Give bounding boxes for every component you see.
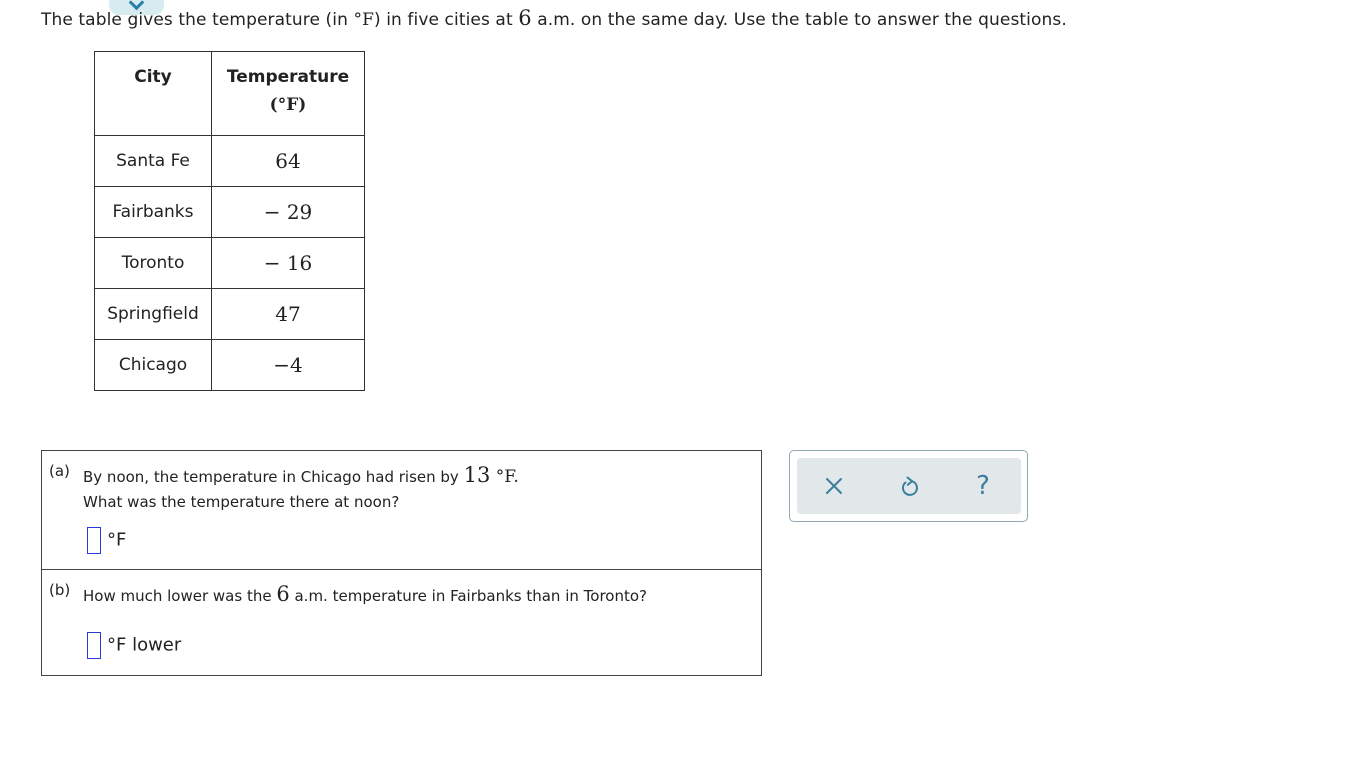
help-icon: ?	[976, 471, 990, 501]
header-temperature: Temperature (°F)	[212, 52, 365, 136]
question-part-b	[42, 570, 761, 675]
temperature-cell: − 29	[212, 187, 365, 238]
temperature-cell: 47	[212, 289, 365, 340]
table-row	[95, 289, 365, 340]
table-row	[95, 340, 365, 391]
city-cell: Santa Fe	[95, 136, 212, 187]
question-part-a	[42, 451, 761, 570]
close-icon	[824, 476, 844, 496]
questions-panel	[41, 450, 762, 676]
city-cell: Chicago	[95, 340, 212, 391]
table-row	[95, 136, 365, 187]
part-b-answer-row	[87, 632, 181, 659]
part-b-unit: °F lower	[107, 634, 182, 656]
part-b-text: How much lower was the 6 a.m. temperature in Fairbanks than in Toronto?	[83, 582, 647, 606]
part-a-answer-row	[87, 527, 126, 554]
temperature-cell: − 16	[212, 238, 365, 289]
part-a-question: What was the temperature there at noon?	[83, 493, 400, 511]
undo-icon	[898, 474, 920, 498]
part-a-text: By noon, the temperature in Chicago had risen by 13 °F.	[83, 463, 519, 487]
part-a-unit: °F	[107, 529, 127, 551]
undo-button[interactable]	[895, 472, 923, 500]
answer-tools-panel	[789, 450, 1028, 522]
city-cell: Toronto	[95, 238, 212, 289]
answer-tools-bar	[797, 458, 1021, 514]
temperature-table	[94, 51, 365, 391]
city-cell: Springfield	[95, 289, 212, 340]
table-row	[95, 187, 365, 238]
part-a-answer-input[interactable]	[87, 527, 101, 554]
part-a-label: (a)	[49, 462, 70, 480]
intro-text: The table gives the temperature (in °F) in five cities at 6 a.m. on the same day. Use the table to answer the questions.	[41, 6, 1067, 30]
table-header-row	[95, 52, 365, 136]
part-b-label: (b)	[49, 581, 71, 599]
temperature-cell: −4	[212, 340, 365, 391]
clear-button[interactable]	[820, 472, 848, 500]
city-cell: Fairbanks	[95, 187, 212, 238]
help-button[interactable]	[969, 472, 997, 500]
table-row	[95, 238, 365, 289]
temperature-cell: 64	[212, 136, 365, 187]
header-city: City	[95, 52, 212, 136]
part-b-answer-input[interactable]	[87, 632, 101, 659]
